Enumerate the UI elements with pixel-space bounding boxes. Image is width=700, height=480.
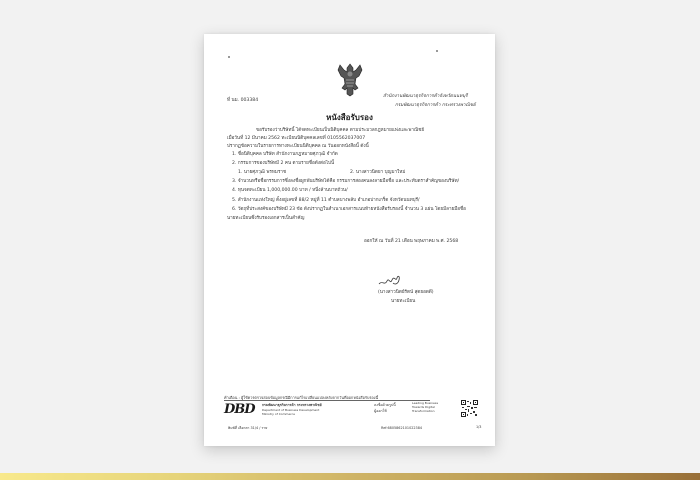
director-1: 1. นายศุภวุฒิ พรหมราช xyxy=(238,170,287,175)
item-head-office: 5. สำนักงานแห่งใหญ่ ตั้งอยู่เลขที่ 88/2 หมู่ที่ 11 ตำบลบางพลับ อำเภอปากเกร็ด จังหวัดนนทบุรี/ xyxy=(232,198,420,203)
issuer-office: สำนักงานพัฒนาธุรกิจการค้าจังหวัดนนทบุรี xyxy=(383,94,468,99)
dept-thai: กรมพัฒนาธุรกิจการค้า กระทรวงพาณิชย์ xyxy=(262,403,322,407)
intro-line-3: ปรากฏข้อความในรายการทางทะเบียนนิติบุคคล ณ วันออกหนังสือนี้ ดังนี้ xyxy=(227,144,369,149)
verify-line-2: ผู้ออกใช้ xyxy=(374,409,387,413)
document-title: หนังสือรับรอง xyxy=(326,113,373,122)
print-label: พิมพ์ที่ เลือกตา 31/4 / ราษ xyxy=(228,426,268,430)
scan-speck xyxy=(228,56,230,58)
gold-accent-bar xyxy=(0,473,700,480)
director-2: 2. นางสาวนิตยา บุญมาใหม่ xyxy=(350,170,406,175)
issuer-department: กรมพัฒนาธุรกิจการค้า กระทรวงพาณิชย์ xyxy=(395,103,476,108)
signature xyxy=(377,272,403,288)
garuda-emblem-icon xyxy=(336,62,364,98)
certificate-page xyxy=(204,34,495,446)
scan-speck xyxy=(436,50,438,52)
slogan-line-1: Leading Business xyxy=(412,401,439,405)
qr-code[interactable] xyxy=(461,400,478,417)
document-code: Ref:6805862101022384 xyxy=(381,426,423,430)
item-objectives-cont: นายทะเบียนซึ่งรับรองเอกสารเป็นสำคัญ xyxy=(227,216,305,221)
signer-title: นายทะเบียน xyxy=(391,299,416,304)
page-number: 1/3 xyxy=(476,425,482,429)
dept-english: Department of Business Development xyxy=(262,408,320,412)
item-directors-count: 2. กรรมการของบริษัทมี 2 คน ตามรายชื่อดังต่อไปนี้ xyxy=(232,161,335,166)
dbd-logo: DBD xyxy=(224,402,255,417)
slogan-line-3: Transformation xyxy=(412,409,435,413)
reference-number: ที่ นม. 003384 xyxy=(227,98,259,103)
signer-name: (นางสาวนิตย์รัตน์ สุดยอดดี) xyxy=(378,290,434,295)
footer-divider xyxy=(224,400,430,401)
issued-date: ออกให้ ณ วันที่ 21 เดือน พฤษภาคม พ.ศ. 2568 xyxy=(364,239,459,244)
ministry-english: Ministry of Commerce xyxy=(262,412,295,416)
verify-line-1: ลงชื่อด้วยรูปนี้ xyxy=(374,403,396,407)
item-capital: 4. ทุนจดทะเบียน 1,000,000.00 บาท / หนึ่งล้านบาทถ้วน/ xyxy=(232,188,348,193)
footer-warning: คำเตือน : ผู้ใช้ควรตรวจสอบข้อมูลกรณีมีการแก้ไขเปลี่ยนแปลงหลังจากวันที่ออกหนังสือรับรองนี้ xyxy=(224,395,379,400)
item-company-name: 1. ชื่อนิติบุคคล บริษัท สำนักงานกฎหมายศุภวุฒิ จำกัด xyxy=(232,152,338,157)
item-objectives: 6. วัตถุที่ประสงค์ของบริษัทมี 23 ข้อ ดังปรากฏในสำเนาเอกสารแนบท้ายหนังสือรับรองนี้ จำนวน 3 แผ่น โดยมีลายมือชื่อ xyxy=(232,207,466,212)
slogan-line-2: Towards Digital xyxy=(412,405,435,409)
item-signing-authority: 3. จำนวนหรือชื่อกรรมการซึ่งลงชื่อผูกพันบริษัทได้คือ กรรมการสองคนลงลายมือชื่อ และประทับตราสำคัญของบริษัท/ xyxy=(232,179,460,184)
intro-line-1: ขอรับรองว่าบริษัทนี้ ได้จดทะเบียนเป็นนิติบุคคล ตามประมวลกฎหมายแพ่งและพาณิชย์ xyxy=(256,128,425,133)
intro-line-2: เมื่อวันที่ 12 มีนาคม 2562 ทะเบียนนิติบุคคลเลขที่ 0105562037007 xyxy=(227,136,366,141)
